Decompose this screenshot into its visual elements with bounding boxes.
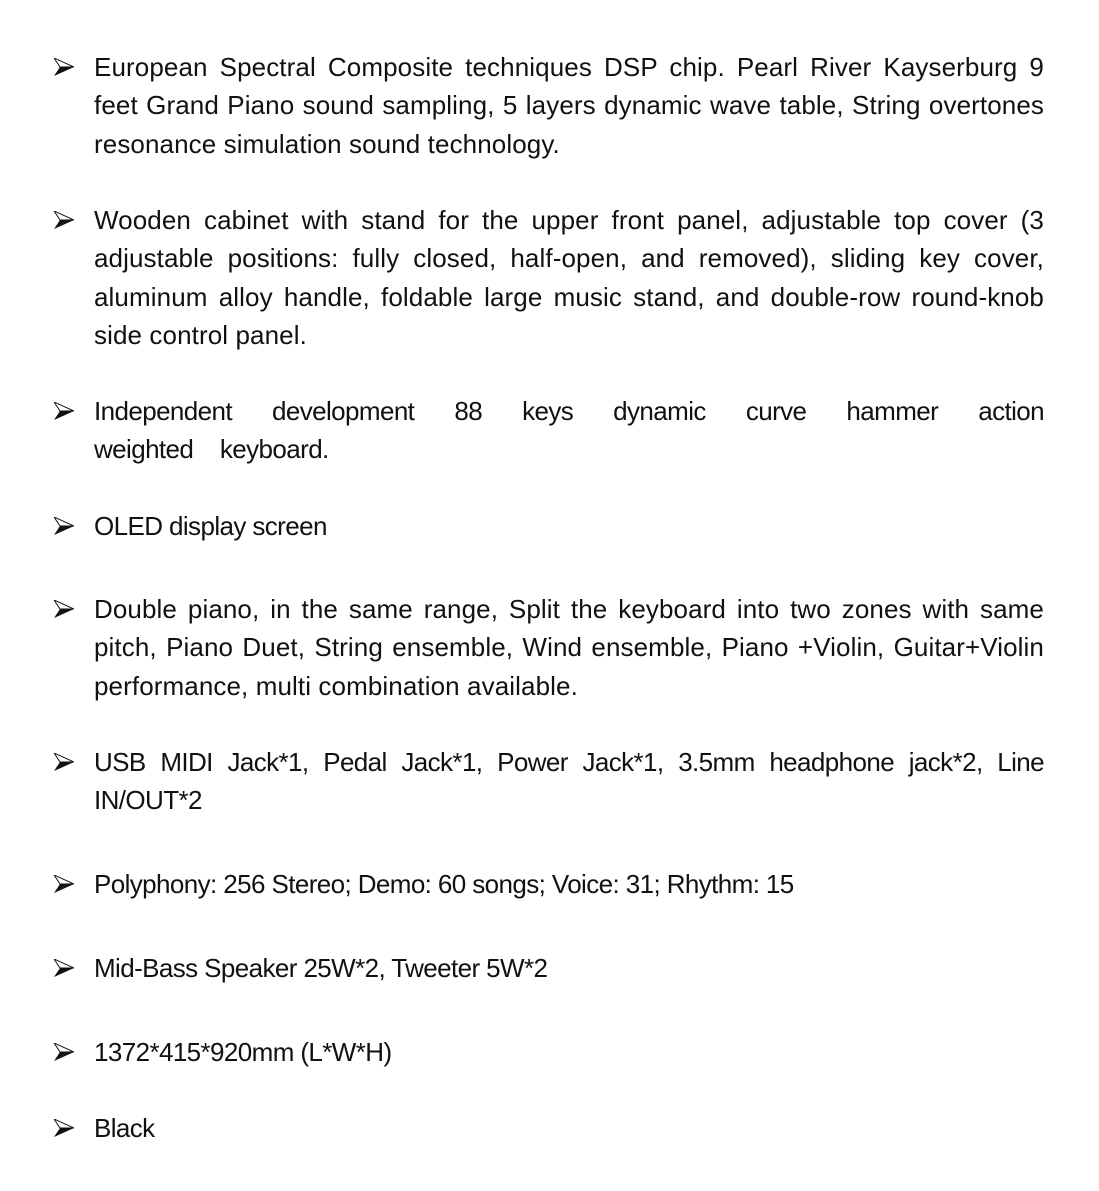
list-item	[54, 865, 1044, 903]
arrowhead-bullet-icon	[54, 392, 94, 430]
list-item	[54, 48, 1044, 163]
list-item-text: 1372*415*920mm (L*W*H)	[94, 1037, 392, 1067]
list-item	[54, 1033, 1044, 1071]
list-item-text: Mid-Bass Speaker 25W*2, Tweeter 5W*2	[94, 953, 548, 983]
list-item-text: Double piano, in the same range, Split the keyboard into two zones with same pitch, Piano Duet, String ensemble, Wind ensemble, Piano +Violin, Guitar+Violin performance, multi combination available.	[94, 594, 1044, 701]
list-item-text: European Spectral Composite techniques DSP chip. Pearl River Kayserburg 9 feet Grand Piano sound sampling, 5 layers dynamic wave table, String overtones resonance simulation sound technology.	[94, 52, 1044, 159]
list-item	[54, 949, 1044, 987]
list-item	[54, 743, 1044, 820]
arrowhead-bullet-icon	[54, 865, 94, 903]
arrowhead-bullet-icon	[54, 1033, 94, 1071]
list-item-text: Independent development 88 keys dynamic curve hammer action weighted keyboard.	[94, 396, 1044, 465]
arrowhead-bullet-icon	[54, 1109, 94, 1147]
list-item	[54, 201, 1044, 354]
arrowhead-bullet-icon	[54, 743, 94, 781]
arrowhead-bullet-icon	[54, 590, 94, 628]
arrowhead-bullet-icon	[54, 201, 94, 239]
list-item-text: USB MIDI Jack*1, Pedal Jack*1, Power Jack*1, 3.5mm headphone jack*2, Line IN/OUT*2	[94, 747, 1044, 816]
list-item	[54, 507, 1044, 545]
list-item	[54, 1109, 1044, 1147]
list-item	[54, 590, 1044, 705]
arrowhead-bullet-icon	[54, 949, 94, 987]
list-item-text: Wooden cabinet with stand for the upper front panel, adjustable top cover (3 adjustable positions: fully closed, half-open, and removed), sliding key cover, aluminum alloy handle, foldable large music stand, and double-row round-knob side control panel.	[94, 205, 1044, 350]
arrowhead-bullet-icon	[54, 48, 94, 86]
list-item-text: Polyphony: 256 Stereo; Demo: 60 songs; Voice: 31; Rhythm: 15	[94, 869, 794, 899]
arrowhead-bullet-icon	[54, 507, 94, 545]
list-item-text: OLED display screen	[94, 511, 327, 541]
list-item	[54, 392, 1044, 469]
list-item-text: Black	[94, 1113, 155, 1143]
